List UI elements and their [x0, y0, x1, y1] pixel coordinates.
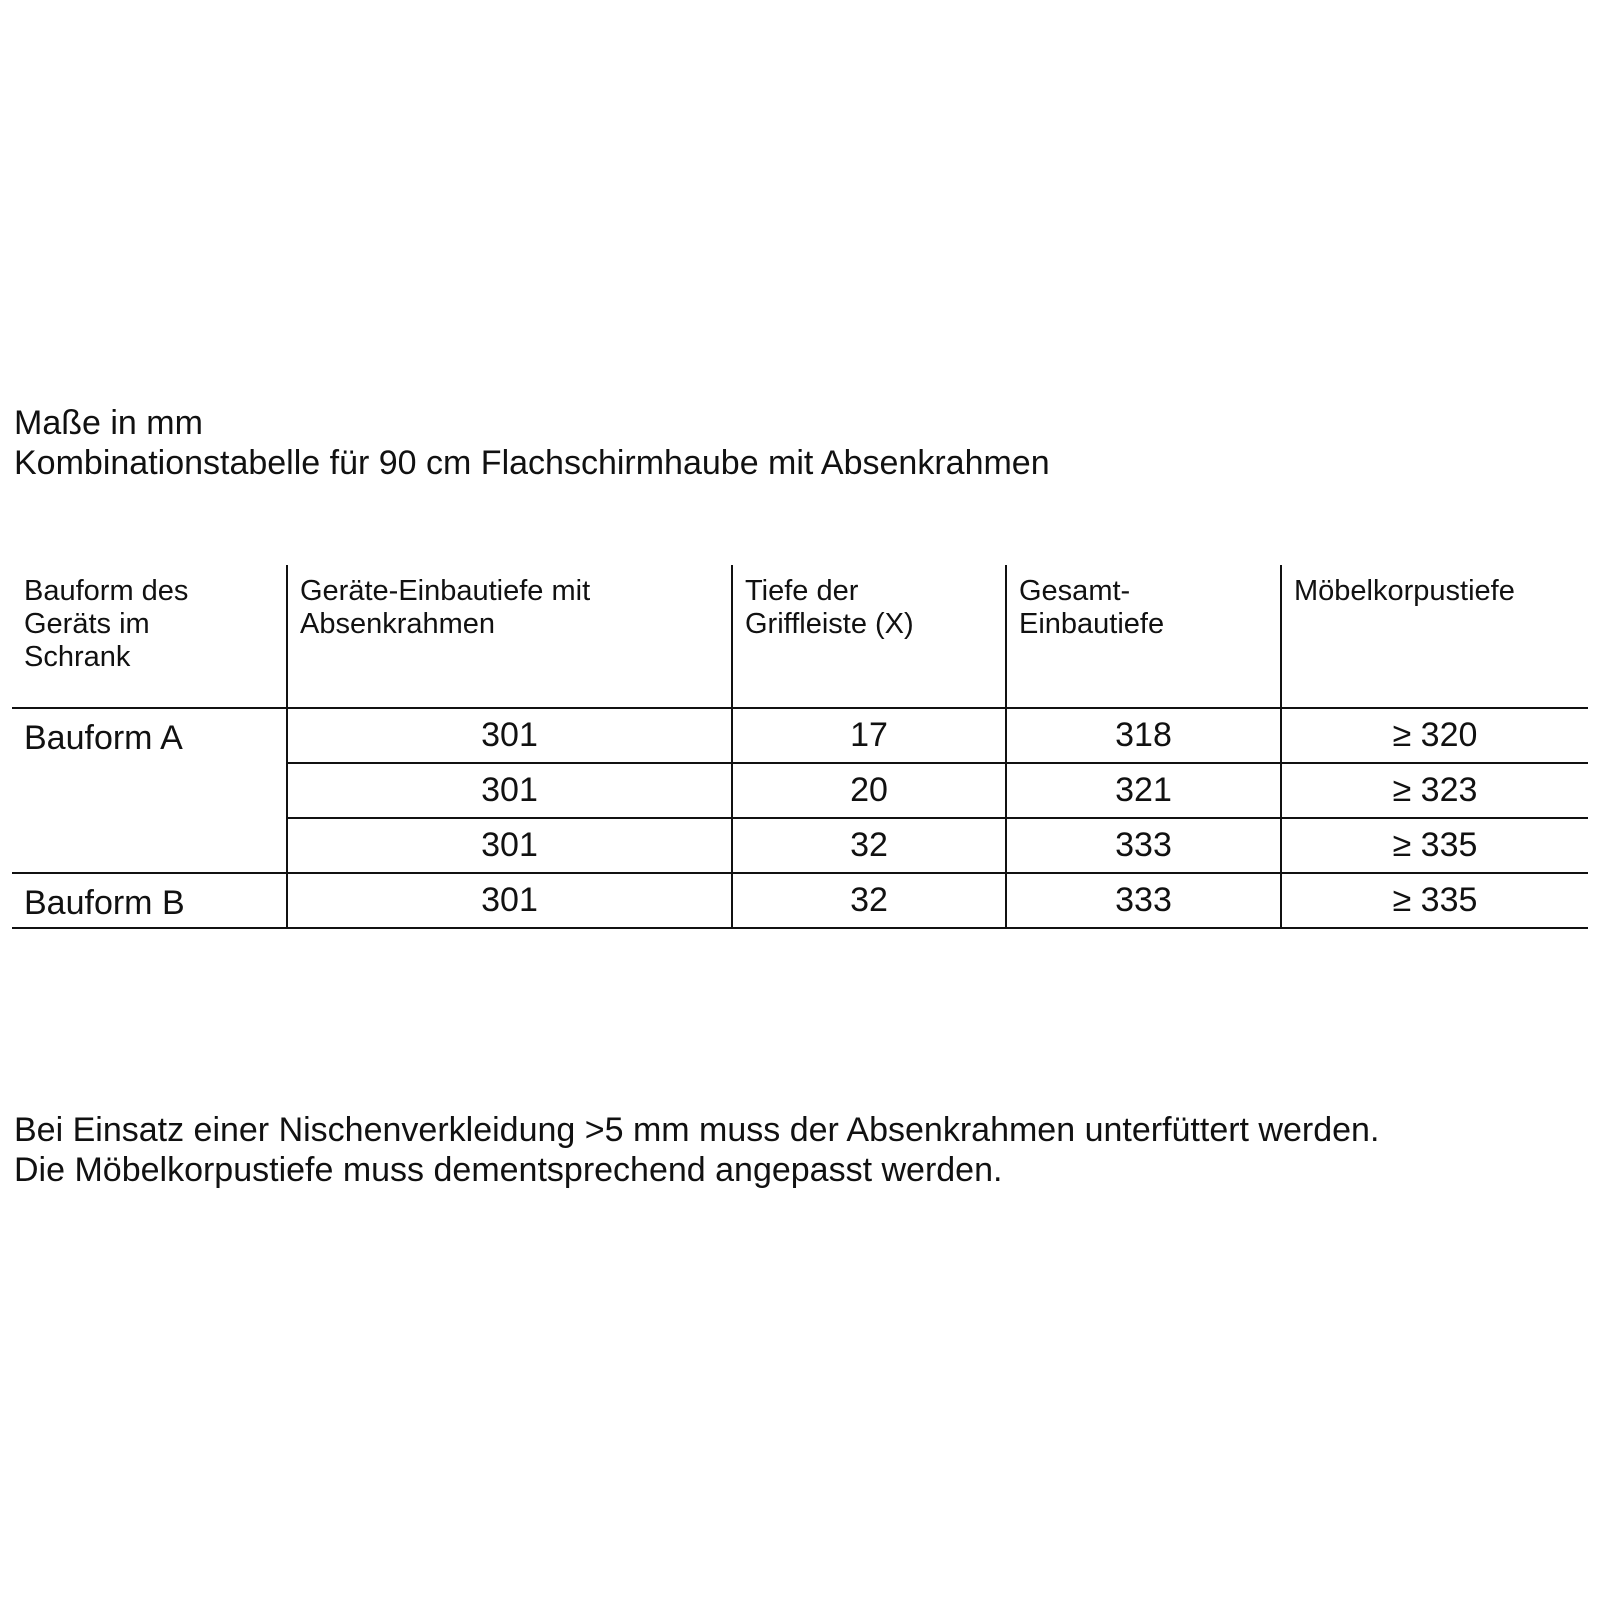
table-cell: 17 [732, 708, 1006, 763]
footnote-line-2: Die Möbelkorpustiefe muss dementsprechend angepasst werden. [14, 1151, 1003, 1189]
page-heading [14, 403, 1050, 483]
combination-table [12, 565, 1588, 929]
row-label-bauform-b: Bauform B [12, 873, 287, 928]
table-cell: 301 [287, 818, 732, 873]
heading-units: Maße in mm [14, 404, 203, 442]
header-griffleiste: Tiefe der Griffleiste (X) [732, 565, 1006, 708]
header-einbautiefe: Geräte-Einbautiefe mit Absenkrahmen [287, 565, 732, 708]
footnote-line-1: Bei Einsatz einer Nischenverkleidung >5 mm muss der Absenkrahmen unterfüttert werden. [14, 1111, 1380, 1149]
table-cell: 20 [732, 763, 1006, 818]
header-moebelkorpustiefe: Möbelkorpustiefe [1281, 565, 1588, 708]
table-cell: 318 [1006, 708, 1281, 763]
table-cell: 321 [1006, 763, 1281, 818]
heading-title: Kombinationstabelle für 90 cm Flachschirmhaube mit Absenkrahmen [14, 444, 1050, 482]
table-cell: 301 [287, 708, 732, 763]
row-label-bauform-a: Bauform A [12, 708, 287, 873]
table-cell: 333 [1006, 818, 1281, 873]
table-cell: 333 [1006, 873, 1281, 928]
table-cell: ≥ 335 [1281, 818, 1588, 873]
table-header-row [12, 565, 1588, 708]
table-cell: 301 [287, 763, 732, 818]
header-bauform: Bauform des Geräts im Schrank [12, 565, 287, 708]
table-cell: 301 [287, 873, 732, 928]
footnote [14, 1110, 1379, 1190]
header-gesamt-einbautiefe: Gesamt- Einbautiefe [1006, 565, 1281, 708]
table-cell: ≥ 320 [1281, 708, 1588, 763]
table-cell: 32 [732, 873, 1006, 928]
table-cell: ≥ 323 [1281, 763, 1588, 818]
table-row [12, 873, 1588, 928]
table-cell: ≥ 335 [1281, 873, 1588, 928]
table-row [12, 708, 1588, 763]
table-cell: 32 [732, 818, 1006, 873]
